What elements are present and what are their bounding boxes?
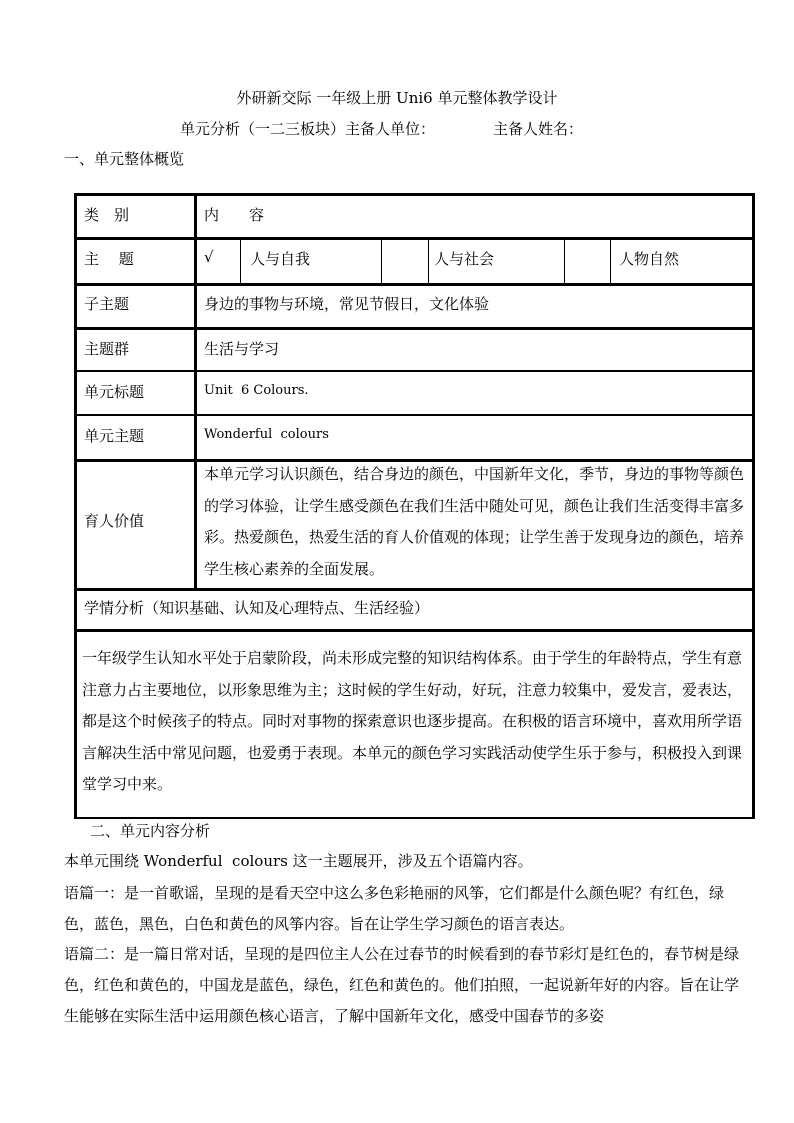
- subtitle-unit-label: 单元分析（一二三板块）主备人单位：: [180, 120, 436, 138]
- theme-option-society: 人与社会: [434, 250, 495, 268]
- row-divider: [74, 237, 755, 240]
- label-subtheme: 子主题: [84, 295, 130, 313]
- column-divider: [610, 237, 611, 284]
- row-divider: [74, 283, 755, 286]
- section-heading-overview: 一、单元整体概览: [64, 150, 185, 168]
- theme-option-nature: 人物自然: [619, 250, 680, 268]
- learning-analysis-text: 一年级学生认知水平处于启蒙阶段，尚未形成完整的知识结构体系。由于学生的年龄特点，学生有意注意力占主要地位，以形象思维为主；这时候的学生好动，好玩，注意力较集中，爱发言，爱表达，都是这个时候孩子的特点。同时对事物的探索意识也逐步提高。在积极的语言环境中，喜欢用所学语言解决生活中常见问题，也爱勇于表现。本单元的颜色学习实践活动使学生乐于参与，积极投入到课堂学习中来。: [82, 649, 743, 793]
- table-border-left: [74, 193, 77, 819]
- educational-value-text: 本单元学习认识颜色，结合身边的颜色，中国新年文化，季节，身边的事物等颜色的学习体验，让学生感受颜色在我们生活中随处可见，颜色让我们生活变得丰富多彩。热爱颜色，热爱生活的育人价值观的体现；让学生善于发现身边的颜色，培养学生核心素养的全面发展。: [204, 465, 745, 578]
- label-unit-theme: 单元主题: [84, 427, 145, 445]
- label-learning-analysis: 学情分析（知识基础、认知及心理特点、生活经验）: [84, 599, 430, 617]
- row-divider: [74, 414, 755, 416]
- row-divider: [74, 629, 755, 632]
- table-border-bottom: [74, 817, 755, 819]
- label-unit-title: 单元标题: [84, 383, 145, 401]
- unit-overview-table: [74, 193, 755, 819]
- section-heading-content-analysis: 二、单元内容分析: [90, 822, 211, 840]
- section2-passage-2: 语篇二：是一篇日常对话，呈现的是四位主人公在过春节的时候看到的春节彩灯是红色的，春节树是绿色，红色和黄色的，中国龙是蓝色，绿色，红色和黄色的。他们拍照，一起说新年好的内容。旨在让学生能够在实际生活中运用颜色核心语言，了解中国新年文化，感受中国春节的多姿: [64, 945, 740, 1025]
- column-divider: [194, 193, 197, 589]
- section2-passage-1: 语篇一：是一首歌谣，呈现的是看天空中这么多色彩艳丽的风筝，它们都是什么颜色呢？有红色，绿色，蓝色，黑色，白色和黄色的风筝内容。旨在让学生学习颜色的语言表达。: [64, 884, 725, 933]
- theme-group-value: 生活与学习: [204, 340, 280, 358]
- subtitle-name-label: 主备人姓名：: [493, 120, 584, 138]
- theme-option-self: 人与自我: [250, 250, 311, 268]
- subtheme-value: 身边的事物与环境，常见节假日，文化体验: [204, 295, 490, 313]
- label-content: 内 容: [204, 206, 265, 224]
- section2-intro: 本单元围绕 Wonderful colours 这一主题展开，涉及五个语篇内容。: [64, 852, 533, 870]
- row-divider: [74, 327, 755, 330]
- unit-title-value: Unit 6 Colours.: [204, 383, 309, 398]
- column-divider: [381, 237, 382, 284]
- theme-checkmark: √: [204, 248, 214, 266]
- label-theme: 主 题: [84, 250, 134, 268]
- column-divider: [240, 237, 241, 284]
- label-theme-group: 主题群: [84, 340, 130, 358]
- document-subtitle: [180, 118, 583, 139]
- row-divider: [74, 588, 755, 591]
- column-divider: [564, 237, 565, 284]
- label-educational-value: 育人价值: [84, 512, 145, 530]
- document-title: 外研新交际 一年级上册 Uni6 单元整体教学设计: [236, 89, 558, 107]
- column-divider: [428, 237, 429, 284]
- row-divider: [74, 370, 755, 372]
- unit-theme-value: Wonderful colours: [204, 427, 329, 442]
- table-border-right: [752, 193, 755, 819]
- table-border-top: [74, 193, 755, 196]
- label-category: 类 别: [84, 206, 130, 224]
